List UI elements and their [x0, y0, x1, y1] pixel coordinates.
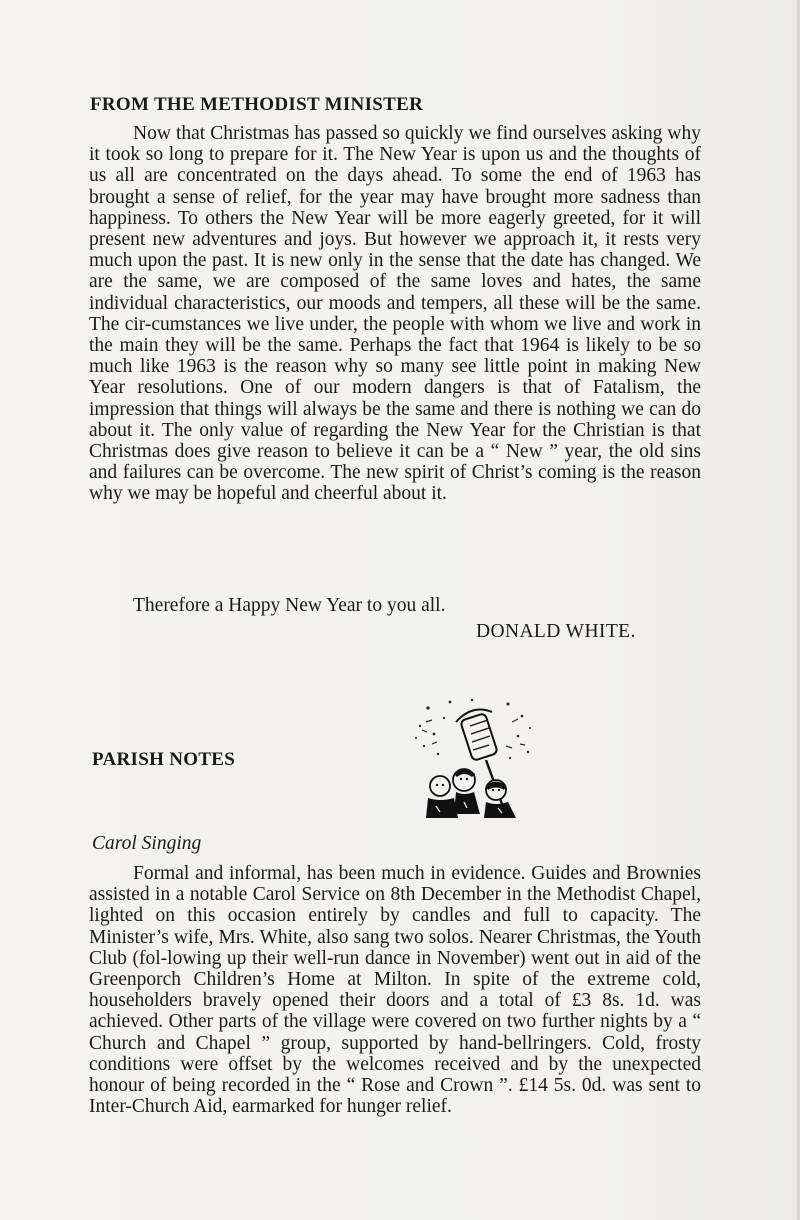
minister-letter — [89, 123, 701, 505]
minister-heading: FROM THE METHODIST MINISTER — [90, 94, 424, 115]
new-year-greeting: Therefore a Happy New Year to you all. — [133, 595, 446, 616]
carol-singing-subheading: Carol Singing — [92, 833, 202, 854]
parish-notes-heading: PARISH NOTES — [92, 749, 236, 770]
carol-paragraph: Formal and informal, has been much in evidence. Guides and Brownies assisted in a notable Carol Service on 8th December in the Methodist Chapel, lighted on this occasion entirely by candles and full to capacity. The Minister’s wife, Mrs. White, also sang two solos. Nearer Christmas, the Youth Club (fol-lowing up their well-run dance in November) went out in aid of the Greenporch Children’s Home at Milton. In spite of the extreme cold, householders bravely opened their doors and a total of £3 8s. 1d. was achieved. Other parts of the village were covered on two further nights by a “ Church and Chapel ” group, supported by hand-bellringers. Cold, frosty conditions were offset by the welcomes received and by the unexpected honour of being recorded in the “ Rose and Crown ”. £14 5s. 0d. was sent to Inter-Church Aid, earmarked for hunger relief. — [89, 863, 701, 1118]
minister-paragraph: Now that Christmas has passed so quickly we find ourselves asking why it took so long to prepare for it. The New Year is upon us and the thoughts of us all are concentrated on the days ahead. To some the end of 1963 has brought a sense of relief, for the year may have brought more sadness than happiness. To others the New Year will be more eagerly greeted, for it will present new adventures and joys. But however we approach it, it rests very much upon the past. It is new only in the sense that the date has changed. We are the same, we are composed of the same loves and hates, the same individual characteristics, our moods and tempers, all these will be the same. The cir-cumstances we live under, the people with whom we live and work in the main they will be the same. Perhaps the fact that 1964 is likely to be so much like 1963 is the reason why so many see little point in making New Year resolutions. One of our modern dangers is that of Fatalism, the impression that things will always be the same and there is nothing we can do about it. The only value of regarding the New Year for the Christian is that Christmas does give reason to believe it can be a “ New ” year, the old sins and failures can be overcome. The new spirit of Christ’s coming is the reason why we may be hopeful and cheerful about it. — [89, 123, 701, 505]
minister-signature: DONALD WHITE. — [476, 621, 636, 642]
bell-ringers-icon — [410, 694, 540, 822]
carol-singing-article — [89, 863, 701, 1117]
